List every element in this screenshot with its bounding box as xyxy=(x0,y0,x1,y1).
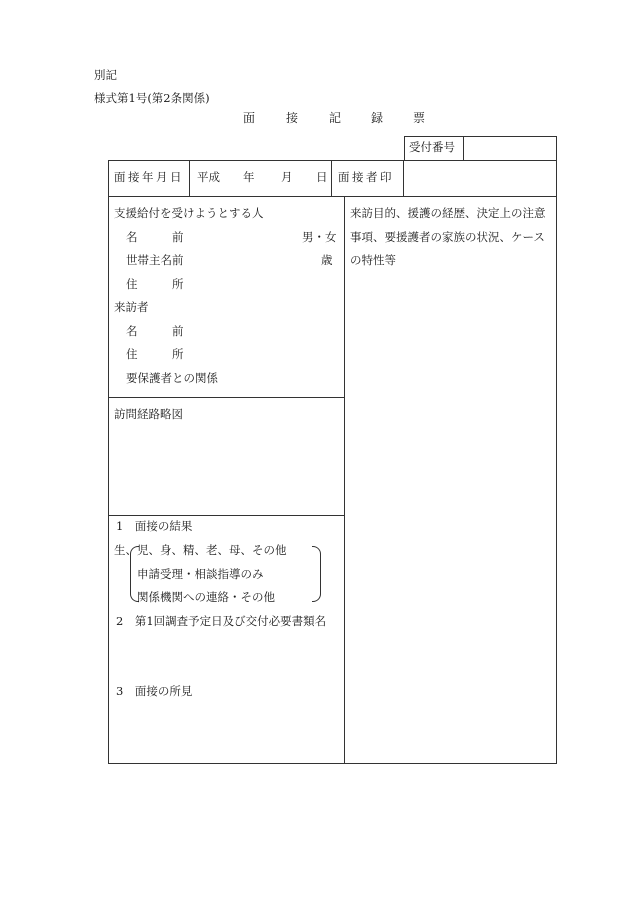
result-prefix: 生、 xyxy=(114,543,137,557)
result-option-application[interactable]: 申請受理・相談指導のみ xyxy=(137,567,264,581)
notes-area[interactable] xyxy=(350,275,552,759)
result-option-categories[interactable]: 児、身、精、老、母、その他 xyxy=(137,543,287,557)
route-map-area[interactable] xyxy=(112,428,340,510)
month-unit: 月 xyxy=(281,170,293,184)
right-brace xyxy=(312,546,321,602)
visitor-heading: 来訪者 xyxy=(114,300,149,314)
day-unit: 日 xyxy=(316,170,328,184)
interviewer-seal-label: 面接者印 xyxy=(338,170,394,184)
title-char: 票 xyxy=(413,111,426,125)
applicant-heading: 支援給付を受けようとする人 xyxy=(114,206,264,220)
reception-number-field[interactable] xyxy=(470,142,550,156)
visitor-address-label: 住 所 xyxy=(126,347,184,361)
applicant-address-label: 住 所 xyxy=(126,277,184,291)
age-unit: 歳 xyxy=(321,253,333,267)
result-item-2: 2 第1回調査予定日及び交付必要書類名 xyxy=(116,614,327,628)
title-char: 面 xyxy=(243,111,256,125)
visitor-relation-label: 要保護者との関係 xyxy=(126,371,218,385)
interviewer-seal-field[interactable] xyxy=(408,164,552,192)
notes-line-3: の特性等 xyxy=(350,253,396,267)
result-option-referral[interactable]: 関係機関への連絡・その他 xyxy=(137,590,275,604)
era-label: 平成 xyxy=(197,170,220,184)
title-char: 記 xyxy=(329,111,342,125)
route-map-label: 訪問経路略図 xyxy=(114,407,183,421)
applicant-name-label: 名 前 xyxy=(126,230,184,244)
title-char: 録 xyxy=(371,111,384,125)
result-item-1: 1 面接の結果 xyxy=(116,519,193,533)
visitor-name-label: 名 前 xyxy=(126,324,184,338)
year-unit: 年 xyxy=(243,170,255,184)
annex-label: 別記 xyxy=(94,68,117,82)
household-head-label: 世帯主名前 xyxy=(126,253,184,267)
title-char: 接 xyxy=(286,111,299,125)
notes-line-2: 事項、要援護者の家族の状況、ケース xyxy=(350,230,545,244)
gender-selector[interactable]: 男・女 xyxy=(302,230,337,244)
reception-number-label: 受付番号 xyxy=(409,140,455,154)
result-item-3: 3 面接の所見 xyxy=(116,684,193,698)
form-number: 様式第1号(第2条関係) xyxy=(94,91,210,105)
notes-line-1: 来訪目的、援護の経歴、決定上の注意 xyxy=(350,206,546,220)
interview-date-label: 面接年月日 xyxy=(114,170,184,184)
